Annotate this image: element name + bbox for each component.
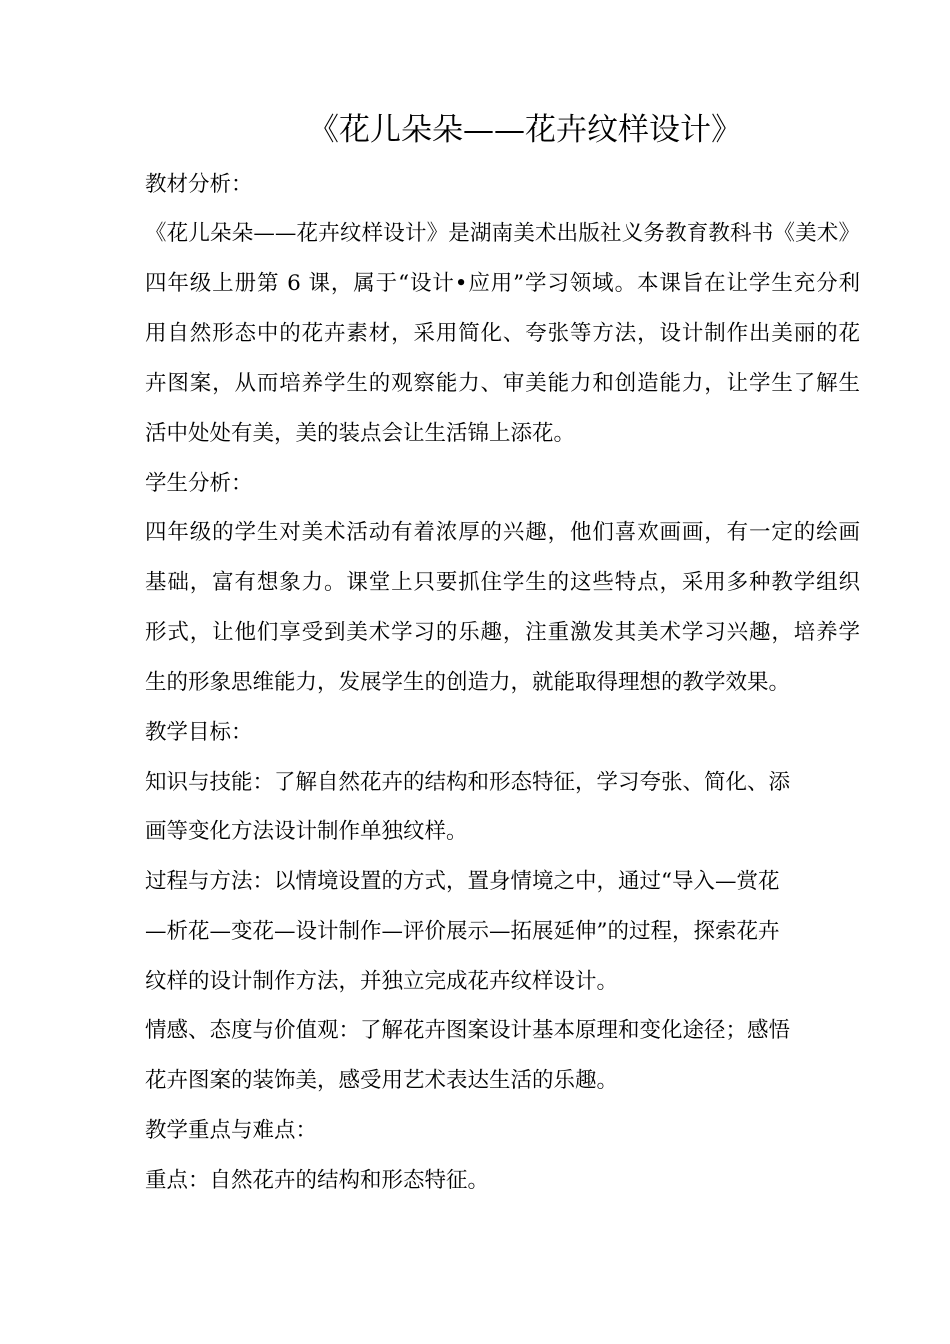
paragraph-line: 重点：自然花卉的结构和形态特征。 (145, 1168, 490, 1193)
paragraph-line: 过程与方法：以情境设置的方式，置身情境之中，通过“导入—赏花 (145, 869, 780, 894)
paragraph-line: 四年级上册第 6 课，属于“设计•应用”学习领域。本课旨在让学生充分利 (145, 271, 860, 296)
section-heading-key-points: 教学重点与难点： (145, 1118, 318, 1143)
document-title: 《花儿朵朵——花卉纹样设计》 (308, 112, 742, 148)
paragraph-line: 用自然形态中的花卉素材，采用简化、夸张等方法，设计制作出美丽的花 (145, 321, 860, 346)
paragraph-line: 画等变化方法设计制作单独纹样。 (145, 819, 468, 844)
paragraph-line: 四年级的学生对美术活动有着浓厚的兴趣，他们喜欢画画，有一定的绘画 (145, 520, 860, 545)
paragraph-line: 生的形象思维能力，发展学生的创造力，就能取得理想的教学效果。 (145, 670, 791, 695)
paragraph-line: 纹样的设计制作方法，并独立完成花卉纹样设计。 (145, 969, 619, 994)
section-heading-student-analysis: 学生分析： (145, 471, 253, 496)
section-heading-teaching-objectives: 教学目标： (145, 720, 253, 745)
paragraph-line: 《花儿朵朵——花卉纹样设计》是湖南美术出版社义务教育教科书《美术》 (145, 221, 860, 246)
paragraph-line: 活中处处有美，美的装点会让生活锦上添花。 (145, 421, 576, 446)
paragraph-line: 形式，让他们享受到美术学习的乐趣，注重激发其美术学习兴趣，培养学 (145, 620, 860, 645)
paragraph-line: 卉图案，从而培养学生的观察能力、审美能力和创造能力，让学生了解生 (145, 371, 860, 396)
paragraph-line: —析花—变花—设计制作—评价展示—拓展延伸”的过程，探索花卉 (145, 919, 780, 944)
section-heading-textbook-analysis: 教材分析： (145, 172, 253, 197)
paragraph-line: 基础，富有想象力。课堂上只要抓住学生的这些特点，采用多种教学组织 (145, 570, 860, 595)
paragraph-line: 情感、态度与价值观：了解花卉图案设计基本原理和变化途径；感悟 (145, 1018, 791, 1043)
paragraph-line: 知识与技能：了解自然花卉的结构和形态特征，学习夸张、简化、添 (145, 770, 791, 795)
paragraph-line: 花卉图案的装饰美，感受用艺术表达生活的乐趣。 (145, 1068, 619, 1093)
